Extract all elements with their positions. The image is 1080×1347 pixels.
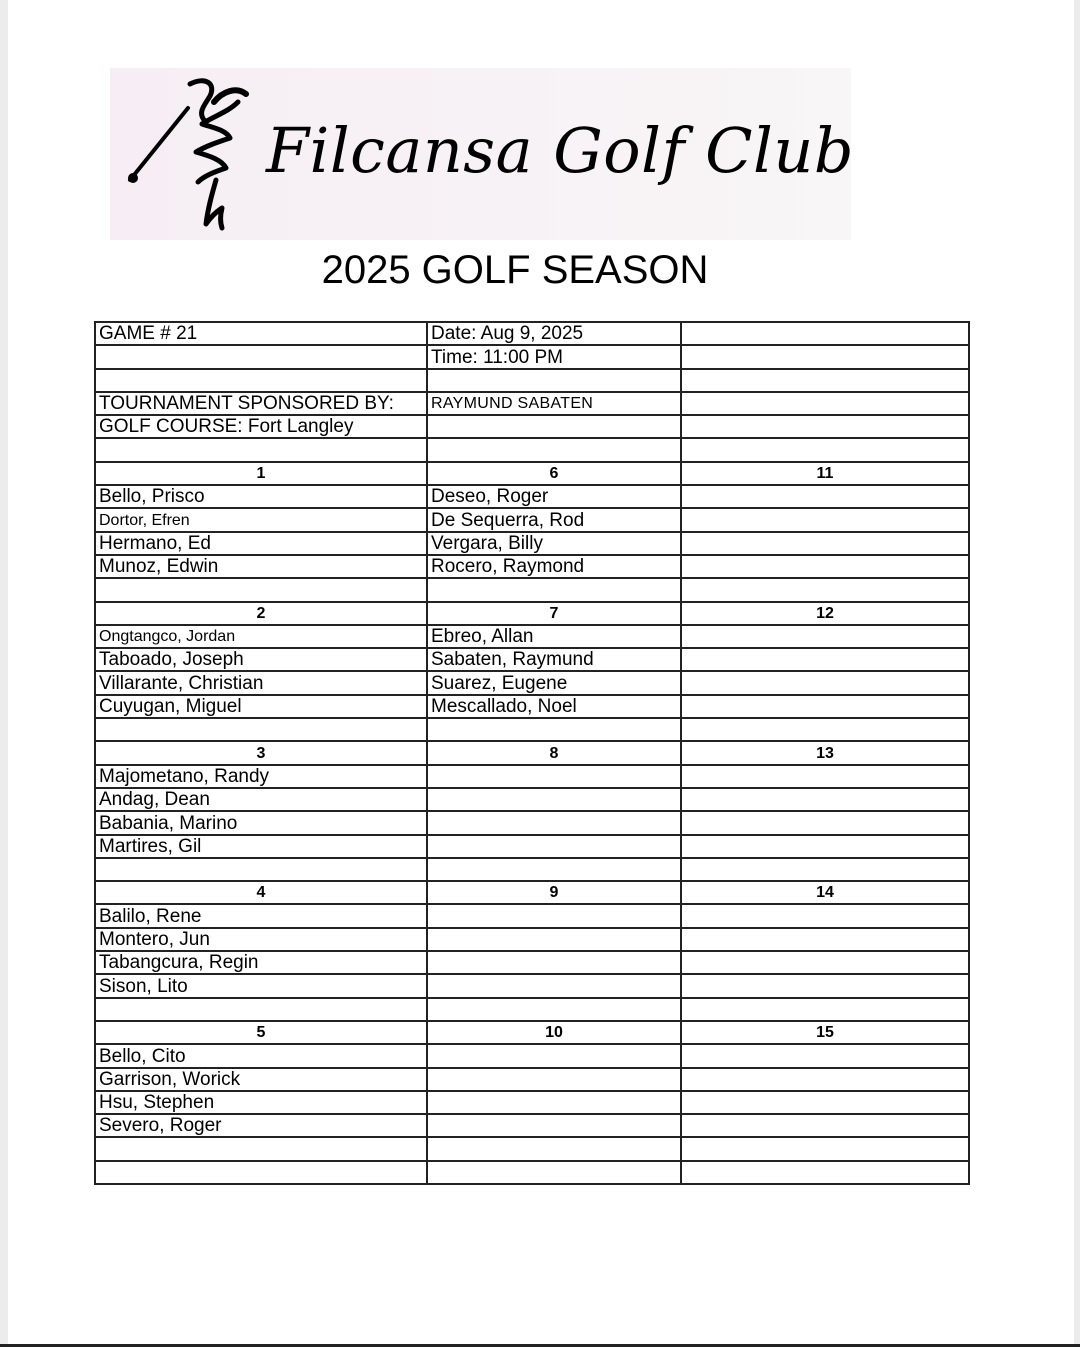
table-cell xyxy=(427,1068,681,1091)
player-name: Munoz, Edwin xyxy=(95,555,427,578)
table-cell xyxy=(681,508,969,531)
table-cell xyxy=(681,1161,969,1184)
group-number: 1 xyxy=(95,462,427,485)
player-name: Sison, Lito xyxy=(95,974,427,997)
player-row xyxy=(95,928,969,951)
table-row xyxy=(95,322,969,345)
player-name: Villarante, Christian xyxy=(95,671,427,694)
player-name: Rocero, Raymond xyxy=(427,555,681,578)
table-cell xyxy=(427,578,681,601)
player-name: Bello, Prisco xyxy=(95,485,427,508)
table-cell xyxy=(681,1114,969,1137)
group-number: 11 xyxy=(681,462,969,485)
table-cell xyxy=(427,928,681,951)
table-cell xyxy=(681,648,969,671)
game-date: Date: Aug 9, 2025 xyxy=(427,322,681,345)
player-name: Andag, Dean xyxy=(95,788,427,811)
player-row xyxy=(95,1161,969,1184)
game-number: GAME # 21 xyxy=(95,322,427,345)
player-name: Suarez, Eugene xyxy=(427,671,681,694)
player-row xyxy=(95,508,969,531)
player-name: Montero, Jun xyxy=(95,928,427,951)
table-cell xyxy=(427,415,681,438)
player-name: Mescallado, Noel xyxy=(427,695,681,718)
group-number: 3 xyxy=(95,741,427,764)
table-cell xyxy=(681,555,969,578)
table-cell xyxy=(681,369,969,392)
table-cell xyxy=(427,438,681,461)
player-row xyxy=(95,718,969,741)
group-number: 15 xyxy=(681,1021,969,1044)
table-cell xyxy=(681,625,969,648)
table-cell xyxy=(427,974,681,997)
sponsor-name: RAYMUND SABATEN xyxy=(427,392,681,415)
table-cell xyxy=(95,998,427,1021)
player-row xyxy=(95,1137,969,1160)
table-row xyxy=(95,415,969,438)
player-name: Deseo, Roger xyxy=(427,485,681,508)
table-cell xyxy=(95,1137,427,1160)
table-cell xyxy=(95,1161,427,1184)
table-cell xyxy=(681,974,969,997)
group-number: 13 xyxy=(681,741,969,764)
player-row xyxy=(95,695,969,718)
table-cell xyxy=(681,811,969,834)
group-number: 14 xyxy=(681,881,969,904)
table-cell xyxy=(681,904,969,927)
table-cell xyxy=(681,1044,969,1067)
table-cell xyxy=(427,951,681,974)
table-cell xyxy=(427,765,681,788)
player-name: Ebreo, Allan xyxy=(427,625,681,648)
player-name: Bello, Cito xyxy=(95,1044,427,1067)
player-row xyxy=(95,904,969,927)
table-cell xyxy=(427,904,681,927)
table-cell xyxy=(681,718,969,741)
table-cell xyxy=(427,811,681,834)
club-name: Filcansa Golf Club xyxy=(266,114,855,187)
group-number: 10 xyxy=(427,1021,681,1044)
table-cell xyxy=(681,998,969,1021)
table-cell xyxy=(681,1091,969,1114)
player-row xyxy=(95,951,969,974)
table-cell xyxy=(681,951,969,974)
table-cell xyxy=(681,345,969,368)
table-cell xyxy=(681,392,969,415)
group-number-row xyxy=(95,881,969,904)
table-cell xyxy=(427,1137,681,1160)
player-row xyxy=(95,974,969,997)
table-cell xyxy=(681,438,969,461)
player-row xyxy=(95,532,969,555)
player-row xyxy=(95,835,969,858)
page-edge xyxy=(0,0,8,1347)
player-row xyxy=(95,1068,969,1091)
group-number: 4 xyxy=(95,881,427,904)
player-name: Dortor, Efren xyxy=(95,508,427,531)
sponsor-label: TOURNAMENT SPONSORED BY: xyxy=(95,392,427,415)
table-cell xyxy=(427,998,681,1021)
table-cell xyxy=(681,1137,969,1160)
table-cell xyxy=(681,835,969,858)
table-row xyxy=(95,392,969,415)
table-cell xyxy=(95,369,427,392)
table-cell xyxy=(427,835,681,858)
player-name: Garrison, Worick xyxy=(95,1068,427,1091)
table-cell xyxy=(681,928,969,951)
table-cell xyxy=(427,1091,681,1114)
table-cell xyxy=(681,765,969,788)
player-row xyxy=(95,788,969,811)
table-cell xyxy=(681,695,969,718)
season-title: 2025 GOLF SEASON xyxy=(321,248,709,292)
table-cell xyxy=(681,578,969,601)
player-row xyxy=(95,555,969,578)
club-logo xyxy=(110,68,855,240)
table-cell xyxy=(681,1068,969,1091)
group-number: 5 xyxy=(95,1021,427,1044)
table-cell xyxy=(681,532,969,555)
golfer-icon xyxy=(118,72,268,237)
table-cell xyxy=(95,438,427,461)
table-cell xyxy=(681,671,969,694)
player-name: Hermano, Ed xyxy=(95,532,427,555)
player-row xyxy=(95,485,969,508)
player-row xyxy=(95,671,969,694)
player-row xyxy=(95,625,969,648)
player-row xyxy=(95,811,969,834)
table-cell xyxy=(95,345,427,368)
table-row xyxy=(95,345,969,368)
table-cell xyxy=(95,718,427,741)
player-row xyxy=(95,648,969,671)
table-cell xyxy=(95,578,427,601)
table-cell xyxy=(681,858,969,881)
group-number: 6 xyxy=(427,462,681,485)
group-number: 12 xyxy=(681,602,969,625)
page-edge xyxy=(1074,0,1080,1347)
player-row xyxy=(95,1044,969,1067)
table-cell xyxy=(681,415,969,438)
player-name: Ongtangco, Jordan xyxy=(95,625,427,648)
game-time: Time: 11:00 PM xyxy=(427,345,681,368)
table-row xyxy=(95,438,969,461)
group-number-row xyxy=(95,602,969,625)
table-cell xyxy=(427,1114,681,1137)
golf-course: GOLF COURSE: Fort Langley xyxy=(95,415,427,438)
player-name: Hsu, Stephen xyxy=(95,1091,427,1114)
table-cell xyxy=(95,858,427,881)
group-number: 7 xyxy=(427,602,681,625)
group-number-row xyxy=(95,462,969,485)
table-cell xyxy=(681,788,969,811)
table-cell xyxy=(427,858,681,881)
player-name: Sabaten, Raymund xyxy=(427,648,681,671)
player-row xyxy=(95,858,969,881)
table-cell xyxy=(427,788,681,811)
player-name: Balilo, Rene xyxy=(95,904,427,927)
player-name: Tabangcura, Regin xyxy=(95,951,427,974)
roster-table xyxy=(94,321,970,1185)
player-row xyxy=(95,765,969,788)
table-cell xyxy=(681,485,969,508)
player-name: Martires, Gil xyxy=(95,835,427,858)
table-cell xyxy=(427,718,681,741)
group-number-row xyxy=(95,741,969,764)
player-name: Vergara, Billy xyxy=(427,532,681,555)
player-row xyxy=(95,1091,969,1114)
player-name: Babania, Marino xyxy=(95,811,427,834)
player-row xyxy=(95,578,969,601)
player-name: De Sequerra, Rod xyxy=(427,508,681,531)
player-row xyxy=(95,998,969,1021)
player-row xyxy=(95,1114,969,1137)
group-number: 8 xyxy=(427,741,681,764)
group-number: 9 xyxy=(427,881,681,904)
table-row xyxy=(95,369,969,392)
group-number: 2 xyxy=(95,602,427,625)
player-name: Majometano, Randy xyxy=(95,765,427,788)
table-cell xyxy=(427,369,681,392)
table-cell xyxy=(427,1161,681,1184)
player-name: Cuyugan, Miguel xyxy=(95,695,427,718)
table-cell xyxy=(427,1044,681,1067)
table-cell xyxy=(681,322,969,345)
player-name: Severo, Roger xyxy=(95,1114,427,1137)
player-name: Taboado, Joseph xyxy=(95,648,427,671)
group-number-row xyxy=(95,1021,969,1044)
